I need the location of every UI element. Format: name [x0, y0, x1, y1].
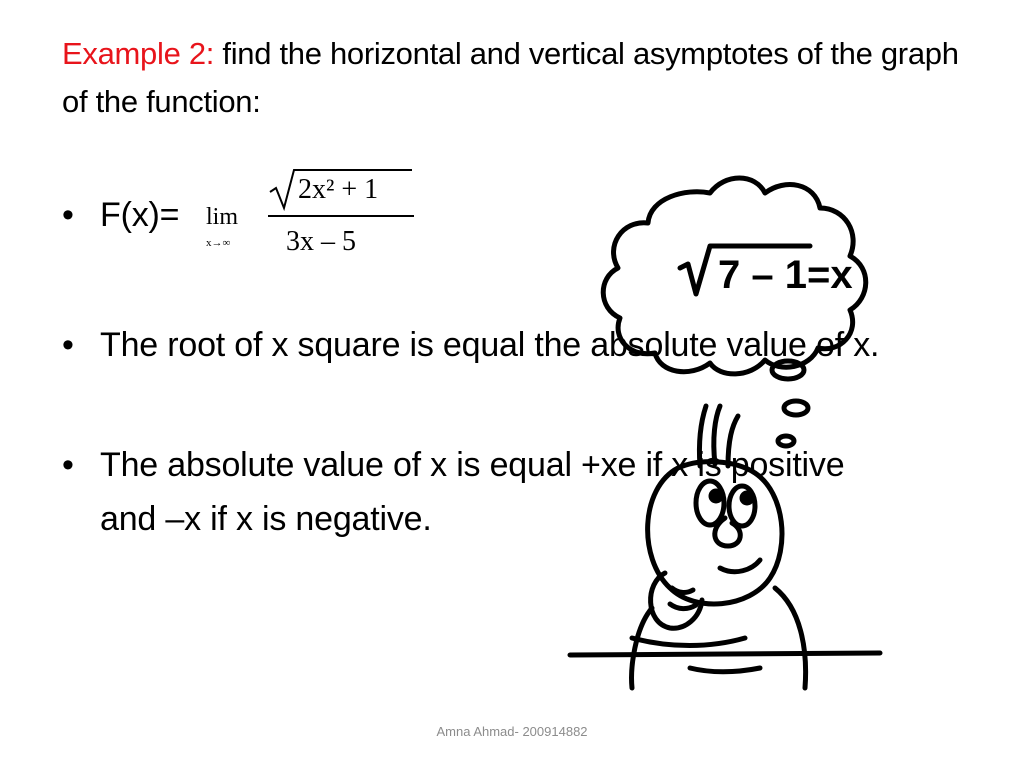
- table-line: [570, 653, 880, 655]
- limit-formula: [200, 162, 420, 262]
- bullet-icon: •: [62, 196, 74, 234]
- bullet-icon: •: [62, 326, 74, 364]
- formula-lim: lim: [206, 204, 239, 230]
- bullet-icon: •: [62, 446, 74, 484]
- title-text: find the horizontal and vertical asymptotes of the graph of the function:: [62, 36, 959, 119]
- thinking-man-illustration: [560, 168, 890, 698]
- bullet-function-text: F(x)=: [100, 196, 180, 234]
- mouth: [720, 560, 760, 572]
- slide-footer: Amna Ahmad- 200914882: [436, 724, 588, 739]
- body-right: [775, 588, 806, 688]
- body-left: [632, 608, 652, 688]
- formula-numerator: 2x² + 1: [298, 174, 379, 205]
- bullet-root-abs-text: The root of x square is equal the absolute value of x.: [100, 326, 880, 364]
- thought-bubble-medium: [784, 401, 808, 415]
- thought-equation: 7 – 1=x: [718, 253, 853, 297]
- slide-title: [62, 30, 962, 126]
- formula-lim-subscript: x→∞: [206, 237, 231, 249]
- bullet-abs-def-text: The absolute value of x is equal +xe if x is positive and –x if x is negative.: [100, 446, 845, 538]
- formula-denominator: 3x – 5: [286, 226, 356, 257]
- title-label: Example 2:: [62, 36, 215, 71]
